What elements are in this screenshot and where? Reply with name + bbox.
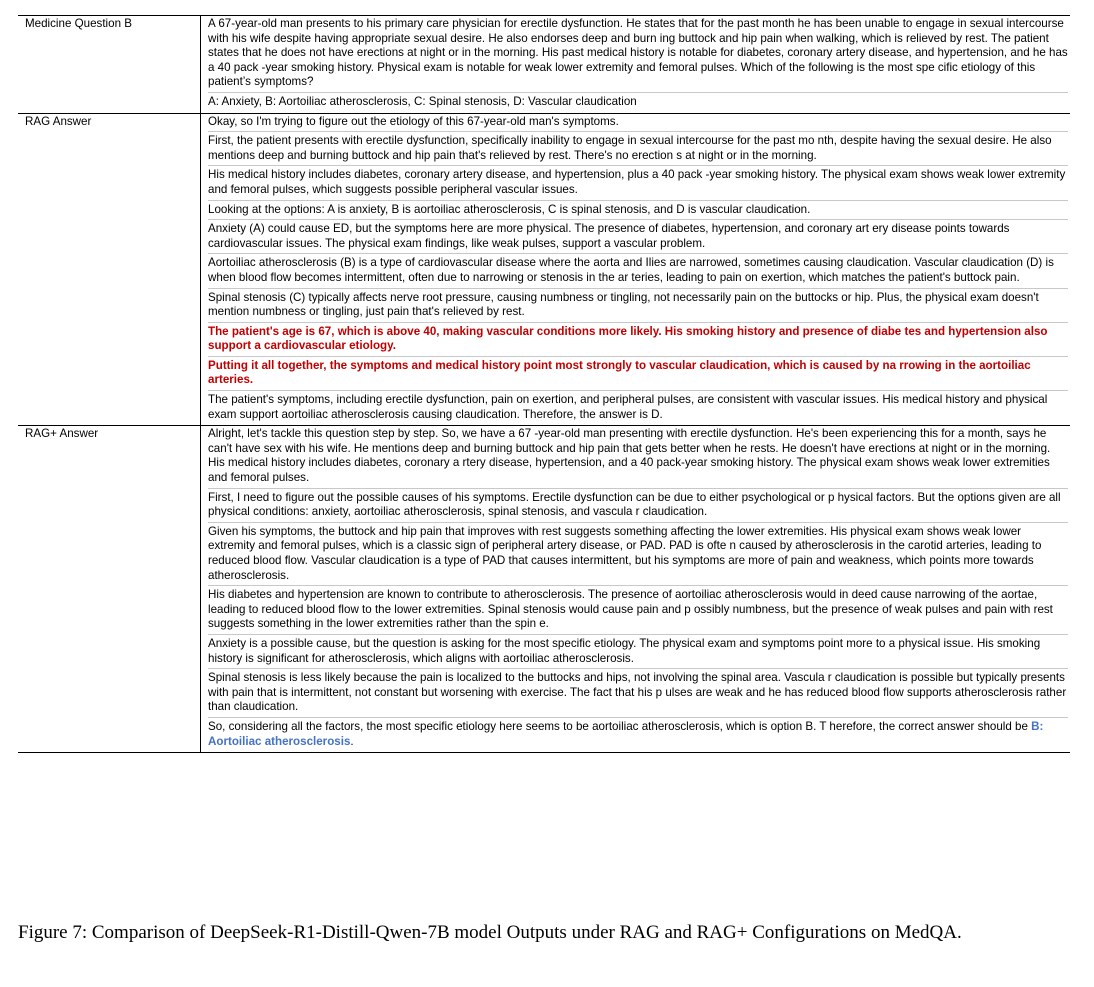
table-row [18, 113, 1070, 426]
comparison-table [18, 15, 1070, 753]
paragraph: Alright, let's tackle this question step by step. So, we have a 67 -year-old man presenting with erectile dysfunction. He's been experiencing this for a month, says he can't have sex with his wife. He mentions deep and burning buttock and hip pain that gets better when he rests. He doesn't have erections at night or in the morning. His medical history includes diabetes, coronary a rtery disease, hypertension, and a 40 pack-year smoking history. The physical exam shows weak lower extremities and femoral pulses. [208, 427, 1051, 485]
paragraph: Aortoiliac atherosclerosis (B) is a type of cardiovascular disease where the aorta and Ilies are narrowed, sometimes causing claudication. Vascular claudication (D) is when blood flow becomes intermittent, often due to narrowing or stenosis in the ar teries, leading to pain on exertion, which matches the patient's buttock pain. [208, 253, 1068, 287]
paragraph: His diabetes and hypertension are known to contribute to atherosclerosis. The presence of aortoiliac atherosclerosis would in deed cause narrowing of the aortae, leading to reduced blood flow to the lower extremities. Spinal stenosis would cause pain and p ossibly numbness, but the presence of weak pulses and pain with rest suggests something in the lower extremities rather than the spin e. [208, 585, 1068, 634]
paragraph: His medical history includes diabetes, coronary artery disease, and hypertension, plus a 40 pack -year smoking history. The physical exam shows weak lower extremity and femoral pulses, which suggests possible peripheral vascular issues. [208, 165, 1068, 199]
paragraph: First, I need to figure out the possible causes of his symptoms. Erectile dysfunction can be due to either psychological or p hysical factors. But the options given are all physical conditions: anxiety, aortoiliac atherosclerosis, spinal stenosis, and vascula r claudication. [208, 488, 1068, 522]
row-label: RAG+ Answer [18, 426, 201, 753]
highlighted-paragraph: The patient's age is 67, which is above 40, making vascular conditions more likely. His smoking history and presence of diabe tes and hypertension also support a cardiovascular etiology. [208, 322, 1068, 356]
paragraph [208, 717, 1068, 751]
paragraph: Anxiety is a possible cause, but the question is asking for the most specific etiology. The physical exam and symptoms point more to a physical issue. His smoking history is significant for atherosclerosis, which aligns with aortoiliac atherosclerosis. [208, 634, 1068, 668]
paragraph: First, the patient presents with erectile dysfunction, specifically inability to engage in sexual intercourse for the past mo nth, despite having the sexual desire. He also mentions deep and burning buttock and hip pain that's relieved by rest. There's no erection s at night or in the morning. [208, 131, 1068, 165]
final-answer: B: Aortoiliac atherosclerosis [208, 719, 1044, 748]
figure-caption: Figure 7: Comparison of DeepSeek-R1-Distill-Qwen-7B model Outputs under RAG and RAG+ Configurations on MedQA. [18, 922, 962, 943]
row-content [201, 113, 1071, 426]
row-content [201, 426, 1071, 753]
paragraph-text-end: . [350, 734, 354, 748]
paragraph: Anxiety (A) could cause ED, but the symptoms here are more physical. The presence of diabetes, hypertension, and coronary art ery disease points towards cardiovascular issues. The physical exam findings, like weak pulses, support a vascular problem. [208, 219, 1068, 253]
paragraph: A: Anxiety, B: Aortoiliac atherosclerosis, C: Spinal stenosis, D: Vascular claudication [208, 92, 1068, 112]
table-body [18, 16, 1070, 753]
table-row [18, 426, 1070, 753]
paragraph-text: So, considering all the factors, the most specific etiology here seems to be aortoiliac atherosclerosis, which is option B. T herefore, the correct answer should be [208, 719, 1032, 733]
row-content [201, 16, 1071, 114]
paragraph: Okay, so I'm trying to figure out the etiology of this 67-year-old man's symptoms. [208, 114, 619, 128]
paragraph: A 67-year-old man presents to his primary care physician for erectile dysfunction. He states that for the past month he has been unable to engage in sexual intercourse with his wife despite having appropriate sexual desire. He also endorses deep and burn ing buttock and hip pain when walking, which is relieved by rest. The patient states that he does not have erections at night or in the morning. His past medical history is notable for diabetes, coronary artery disease, and hypertension, and he has a 40 pack -year smoking history. Physical exam is notable for weak lower extremity and femoral pulses. Which of the following is the most spe cific etiology of this patient’s symptoms? [208, 17, 1068, 89]
paragraph: Spinal stenosis (C) typically affects nerve root pressure, causing numbness or tingling, not necessarily pain on the buttocks or hip. Plus, the physical exam doesn't mention numbness or tingling, just pain that's relieved by rest. [208, 288, 1068, 322]
row-label: Medicine Question B [18, 16, 201, 114]
table-row [18, 16, 1070, 114]
paragraph: Looking at the options: A is anxiety, B is aortoiliac atherosclerosis, C is spinal stenosis, and D is vascular claudication. [208, 200, 1068, 220]
row-label: RAG Answer [18, 113, 201, 426]
highlighted-paragraph: Putting it all together, the symptoms and medical history point most strongly to vascular claudication, which is caused by na rrowing in the aortoiliac arteries. [208, 356, 1068, 390]
paragraph: Given his symptoms, the buttock and hip pain that improves with rest suggests something affecting the lower extremities. His physical exam shows weak lower extremity and femoral pulses, which is a classic sign of peripheral artery disease, or PAD. PAD is ofte n caused by atherosclerosis in the carotid arteries, leading to reduced blood flow. Vascular claudication is a type of PAD that causes intermittent, but his symptoms are more of pain and weakness, which points more towards atherosclerosis. [208, 522, 1068, 585]
paragraph: The patient's symptoms, including erectile dysfunction, pain on exertion, and peripheral pulses, are consistent with vascular issues. His medical history and physical exam support aortoiliac atherosclerosis causing claudication. Therefore, the answer is D. [208, 390, 1068, 424]
paragraph: Spinal stenosis is less likely because the pain is localized to the buttocks and hips, not involving the spinal area. Vascula r claudication is possible but typically presents with pain that is intermittent, not constant but worsening with exercise. The fact that his p ulses are weak and he has reduced blood flow supports atherosclerosis rather than claudication. [208, 668, 1068, 717]
